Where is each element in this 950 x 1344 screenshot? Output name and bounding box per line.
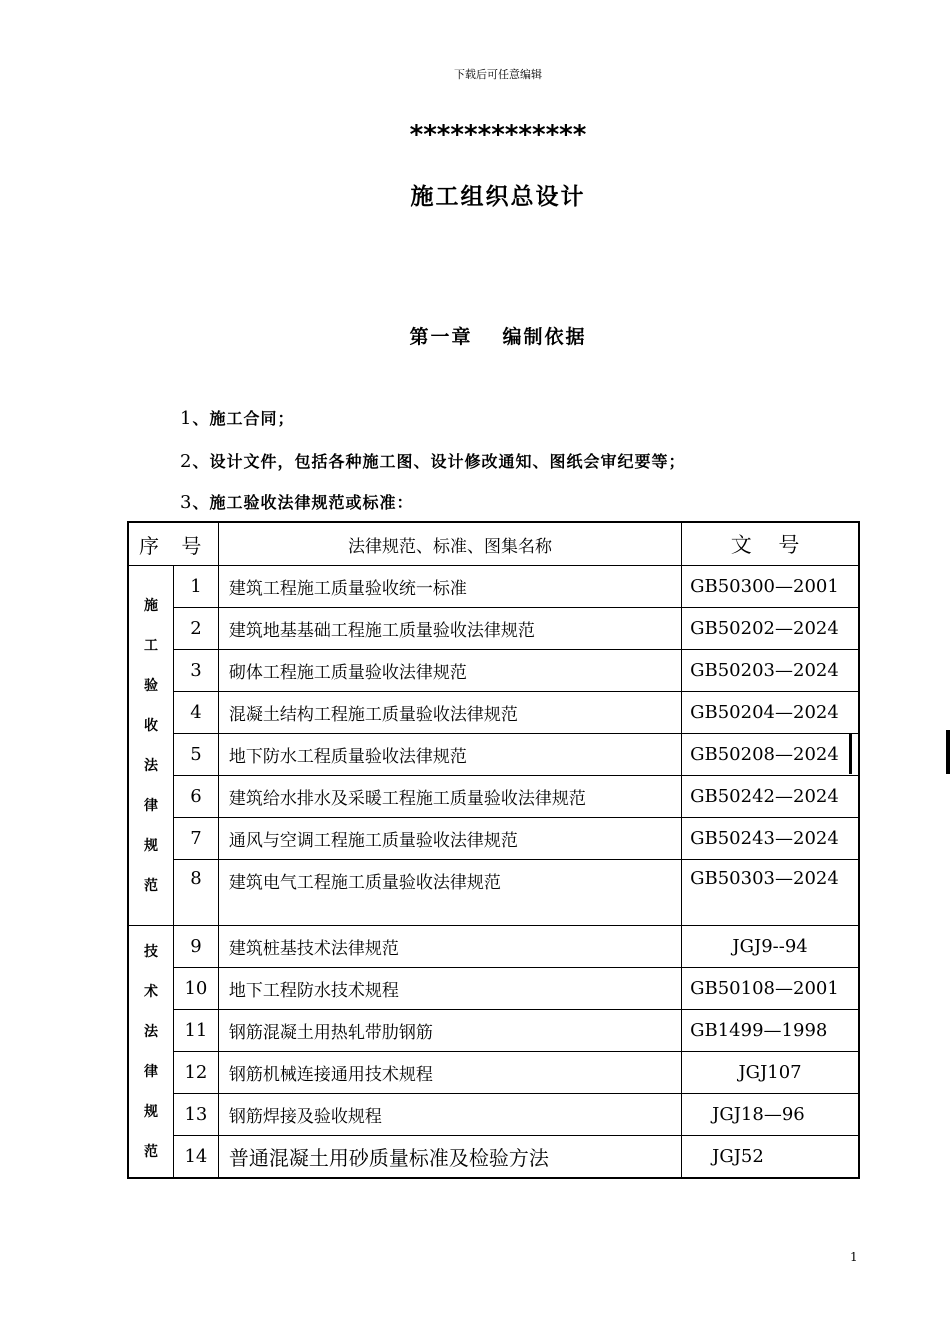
chapter-heading — [0, 322, 950, 349]
table-row — [128, 1094, 859, 1136]
row-name: 钢筋焊接及验收规程 — [218, 1094, 681, 1136]
cell-border-mark — [849, 734, 852, 774]
table-row — [128, 1010, 859, 1052]
row-code: GB50204—2024 — [682, 692, 859, 734]
row-code: GB50242—2024 — [682, 776, 859, 818]
table-row — [128, 1136, 859, 1179]
row-number: 14 — [173, 1136, 218, 1179]
row-name: 建筑电气工程施工质量验收法律规范 — [218, 860, 681, 926]
chapter-name: 编制依据 — [502, 326, 587, 348]
row-code: GB50300—2001 — [682, 566, 859, 608]
row-number: 6 — [173, 776, 218, 818]
row-name: 普通混凝土用砂质量标准及检验方法 — [218, 1136, 681, 1179]
table-row — [128, 968, 859, 1010]
table-header-row — [128, 522, 859, 566]
table-row — [128, 650, 859, 692]
table-row — [128, 818, 859, 860]
row-number: 11 — [173, 1010, 218, 1052]
table-row — [128, 608, 859, 650]
table-row — [128, 926, 859, 968]
row-code: JGJ107 — [682, 1052, 859, 1094]
row-number: 13 — [173, 1094, 218, 1136]
list-item-number: 2 — [180, 451, 193, 472]
table-row — [128, 860, 859, 926]
row-code: GB50208—2024 — [682, 734, 859, 776]
page-edge-mark — [946, 730, 950, 774]
row-number: 7 — [173, 818, 218, 860]
row-code: GB50203—2024 — [682, 650, 859, 692]
document-title: 施工组织总设计 — [410, 184, 586, 210]
list-item — [180, 490, 413, 513]
row-code: GB50202—2024 — [682, 608, 859, 650]
list-item-number: 1 — [180, 408, 193, 429]
row-number: 8 — [173, 860, 218, 926]
row-number: 5 — [173, 734, 218, 776]
row-name: 混凝土结构工程施工质量验收法律规范 — [218, 692, 681, 734]
list-item-number: 3 — [180, 492, 193, 513]
header-note: 下载后可任意编辑 — [454, 68, 542, 81]
row-number: 4 — [173, 692, 218, 734]
group-label-technical: 技 术 法 律 规 范 — [128, 926, 173, 1179]
row-number: 1 — [173, 566, 218, 608]
row-number: 9 — [173, 926, 218, 968]
page-number: 1 — [850, 1250, 858, 1264]
list-item — [180, 406, 294, 429]
row-code: GB1499—1998 — [682, 1010, 859, 1052]
row-code: GB50108—2001 — [682, 968, 859, 1010]
row-number: 10 — [173, 968, 218, 1010]
chapter-number: 第一章 — [409, 326, 473, 348]
row-code: JGJ52 — [682, 1136, 859, 1179]
header-code: 文 号 — [682, 522, 859, 566]
header-seq: 序 号 — [128, 522, 218, 566]
row-name: 建筑地基基础工程施工质量验收法律规范 — [218, 608, 681, 650]
row-name: 建筑桩基技术法律规范 — [218, 926, 681, 968]
row-code: GB50303—2024 — [682, 860, 859, 926]
list-item — [180, 449, 685, 472]
row-number: 12 — [173, 1052, 218, 1094]
row-code: JGJ9--94 — [682, 926, 859, 968]
standards-table — [127, 521, 860, 1179]
table-row — [128, 692, 859, 734]
title-stars: ************* — [409, 120, 587, 150]
row-code: GB50243—2024 — [682, 818, 859, 860]
row-name: 钢筋机械连接通用技术规程 — [218, 1052, 681, 1094]
row-name: 建筑工程施工质量验收统一标准 — [218, 566, 681, 608]
row-name: 钢筋混凝土用热轧带肋钢筋 — [218, 1010, 681, 1052]
row-name: 通风与空调工程施工质量验收法律规范 — [218, 818, 681, 860]
list-item-text: 、施工验收法律规范或标准： — [192, 493, 414, 512]
row-number: 2 — [173, 608, 218, 650]
list-item-text: 、施工合同； — [192, 409, 295, 428]
table-row — [128, 566, 859, 608]
table-row — [128, 734, 859, 776]
row-name: 地下防水工程质量验收法律规范 — [218, 734, 681, 776]
table-row — [128, 776, 859, 818]
row-number: 3 — [173, 650, 218, 692]
header-name: 法律规范、标准、图集名称 — [218, 522, 681, 566]
list-item-text: 、设计文件，包括各种施工图、设计修改通知、图纸会审纪要等； — [192, 452, 686, 471]
row-name: 砌体工程施工质量验收法律规范 — [218, 650, 681, 692]
row-name: 地下工程防水技术规程 — [218, 968, 681, 1010]
group-label-acceptance: 施 工 验 收 法 律 规 范 — [128, 566, 173, 926]
row-code: JGJ18—96 — [682, 1094, 859, 1136]
table-row — [128, 1052, 859, 1094]
row-name: 建筑给水排水及采暖工程施工质量验收法律规范 — [218, 776, 681, 818]
